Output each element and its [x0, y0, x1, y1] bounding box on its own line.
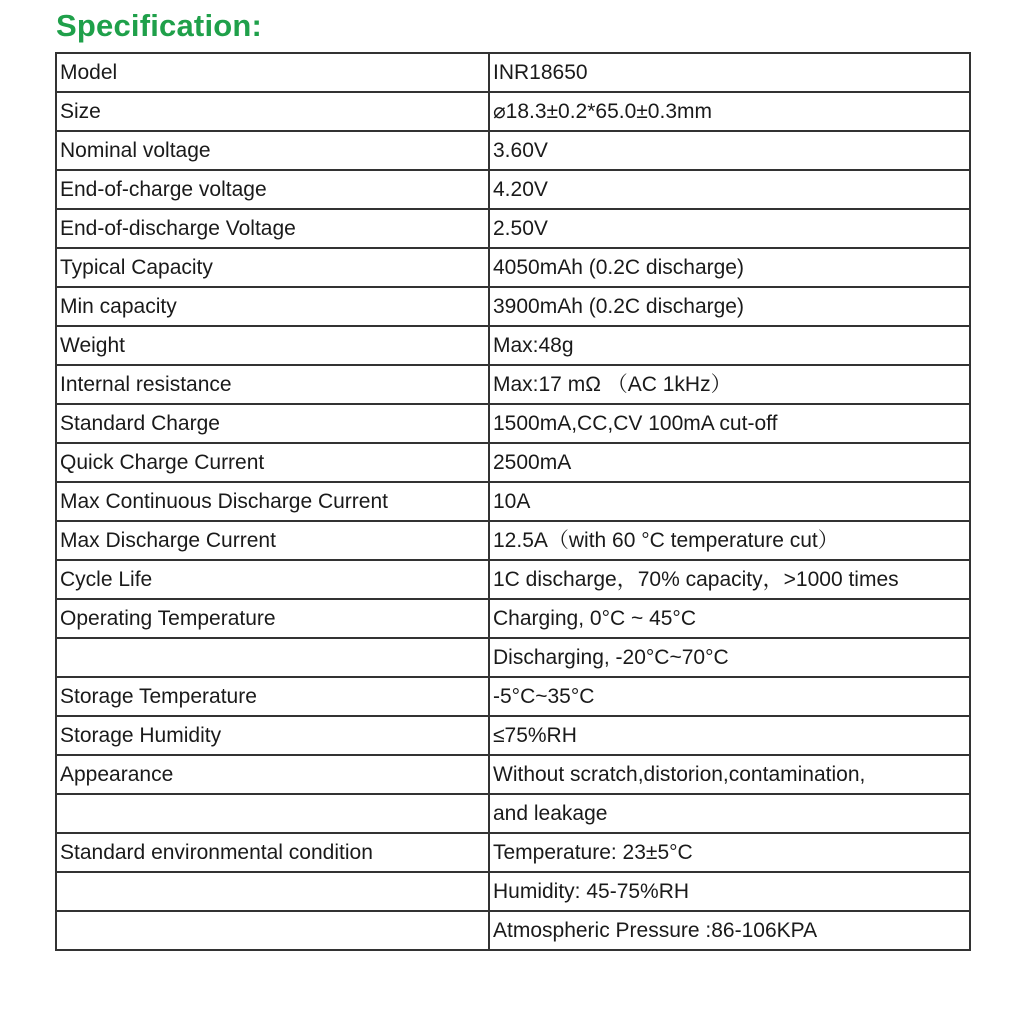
table-row [56, 326, 970, 365]
parameter-cell: End-of-discharge Voltage [56, 209, 489, 248]
value-cell: 2500mA [489, 443, 970, 482]
table-row [56, 638, 970, 677]
value-cell: 1500mA,CC,CV 100mA cut-off [489, 404, 970, 443]
parameter-cell: Storage Humidity [56, 716, 489, 755]
parameter-cell [56, 872, 489, 911]
table-row [56, 911, 970, 950]
specification-table [55, 52, 971, 951]
table-row [56, 248, 970, 287]
parameter-cell: Weight [56, 326, 489, 365]
value-cell: Discharging, -20°C~70°C [489, 638, 970, 677]
parameter-cell: Min capacity [56, 287, 489, 326]
value-cell: and leakage [489, 794, 970, 833]
parameter-cell: Cycle Life [56, 560, 489, 599]
value-cell: ≤75%RH [489, 716, 970, 755]
table-row [56, 833, 970, 872]
table-row [56, 365, 970, 404]
parameter-cell: Standard environmental condition [56, 833, 489, 872]
parameter-cell: Max Discharge Current [56, 521, 489, 560]
specification-table-body [56, 53, 970, 950]
table-row [56, 755, 970, 794]
value-cell: Max:17 mΩ （AC 1kHz） [489, 365, 970, 404]
value-cell: Max:48g [489, 326, 970, 365]
value-cell: INR18650 [489, 53, 970, 92]
parameter-cell: Storage Temperature [56, 677, 489, 716]
table-row [56, 599, 970, 638]
table-row [56, 170, 970, 209]
table-row [56, 287, 970, 326]
parameter-cell: Standard Charge [56, 404, 489, 443]
table-row [56, 131, 970, 170]
value-cell: 10A [489, 482, 970, 521]
table-row [56, 716, 970, 755]
table-row [56, 677, 970, 716]
parameter-cell: Operating Temperature [56, 599, 489, 638]
table-row [56, 53, 970, 92]
value-cell: 4050mAh (0.2C discharge) [489, 248, 970, 287]
value-cell: 1C discharge，70% capacity，>1000 times [489, 560, 970, 599]
value-cell: 3.60V [489, 131, 970, 170]
value-cell: 4.20V [489, 170, 970, 209]
value-cell: Charging, 0°C ~ 45°C [489, 599, 970, 638]
table-row [56, 209, 970, 248]
parameter-cell: Appearance [56, 755, 489, 794]
value-cell: Temperature: 23±5°C [489, 833, 970, 872]
table-row [56, 482, 970, 521]
parameter-cell [56, 911, 489, 950]
value-cell: Without scratch,distorion,contamination, [489, 755, 970, 794]
value-cell: 3900mAh (0.2C discharge) [489, 287, 970, 326]
parameter-cell: Model [56, 53, 489, 92]
parameter-cell [56, 794, 489, 833]
value-cell: 12.5A（with 60 °C temperature cut） [489, 521, 970, 560]
table-row [56, 92, 970, 131]
value-cell: Humidity: 45-75%RH [489, 872, 970, 911]
parameter-cell: Max Continuous Discharge Current [56, 482, 489, 521]
parameter-cell: End-of-charge voltage [56, 170, 489, 209]
table-row [56, 560, 970, 599]
parameter-cell: Size [56, 92, 489, 131]
table-row [56, 404, 970, 443]
table-row [56, 521, 970, 560]
value-cell: Atmospheric Pressure :86-106KPA [489, 911, 970, 950]
value-cell: ⌀18.3±0.2*65.0±0.3mm [489, 92, 970, 131]
value-cell: -5°C~35°C [489, 677, 970, 716]
page-title: Specification: [56, 8, 263, 43]
parameter-cell: Quick Charge Current [56, 443, 489, 482]
parameter-cell: Internal resistance [56, 365, 489, 404]
table-row [56, 794, 970, 833]
parameter-cell: Typical Capacity [56, 248, 489, 287]
table-row [56, 872, 970, 911]
table-row [56, 443, 970, 482]
parameter-cell: Nominal voltage [56, 131, 489, 170]
value-cell: 2.50V [489, 209, 970, 248]
parameter-cell [56, 638, 489, 677]
